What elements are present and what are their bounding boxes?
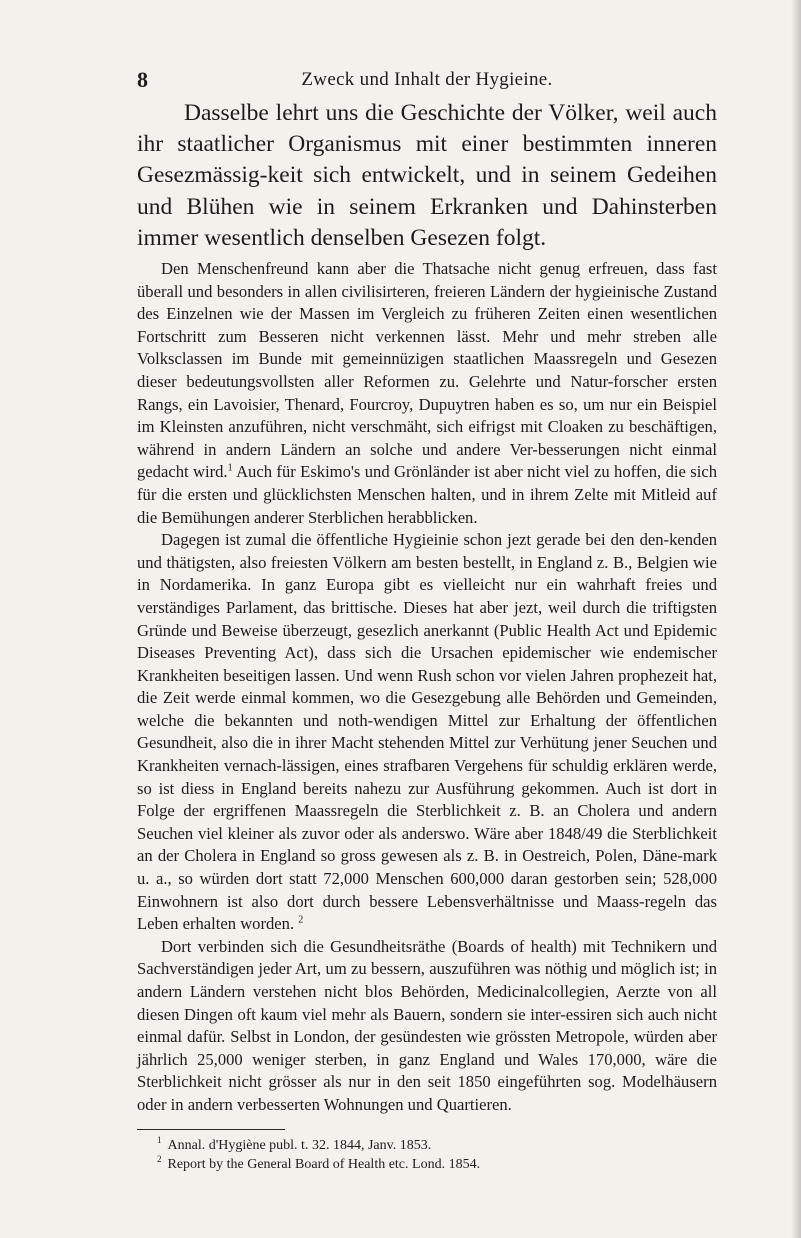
paragraph-3: Dort verbinden sich die Gesundheitsräthe (Boards of health) mit Technikern und Sachverständigen jeder Art, um zu bessern, auszuführen was nöthig und möglich ist; in andern Ländern verstehen nicht blos Behörden, Medicinalcollegien, Aerzte von all diesen Dingen oft kaum viel mehr als Bauern, sondern sie inter-essiren sich auch nicht einmal dafür. Selbst in London, der gesündesten wie grössten Metropole, würden aber jährlich 25,000 weniger sterben, in ganz England und Wales 170,000, wäre die Sterblichkeit nicht grösser als nur in den seit 1850 eingeführten sog. Modelhäusern oder in andern verbesserten Wohnungen und Quartieren. [137, 936, 717, 1114]
footnote-2-text: Report by the General Board of Health etc. Lond. 1854. [167, 1156, 481, 1172]
footnote-1-text: Annal. d'Hygiène publ. t. 32. 1844, Janv. 1853. [167, 1137, 432, 1153]
paragraph-1 [137, 258, 717, 529]
running-head: Zweck und Inhalt der Hygieine. [301, 69, 553, 90]
paragraph-1-part-b: Auch für Eskimo's und Grönländer ist aber nicht viel zu hoffen, die sich für die ersten und glücklichsten Menschen halten, und in ihrem Zelte mit Mitleid auf die Bemühungen anderer Sterblichen herabblicken. [137, 462, 717, 527]
text-block [137, 98, 717, 1174]
footnote-2-mark: 2 [157, 1153, 162, 1164]
footnote-2 [137, 1155, 717, 1174]
lead-paragraph: Dasselbe lehrt uns die Geschichte der Völker, weil auch ihr staatlicher Organismus mit einer bestimmten inneren Gesezmässig-keit sich entwickelt, und in seinem Gedeihen und Blühen wie in seinem Erkranken und Dahinsterben immer wesentlich denselben Gesezen folgt. [137, 100, 717, 251]
footnote-divider [137, 1129, 285, 1130]
footnote-ref-1: 1 [227, 462, 233, 474]
footnote-1 [137, 1136, 717, 1155]
footnote-1-mark: 1 [157, 1134, 162, 1145]
page-number: 8 [137, 67, 148, 92]
page-edge-shadow [791, 0, 801, 1238]
paragraph-2 [137, 529, 717, 936]
footnote-ref-2: 2 [298, 914, 304, 926]
paragraph-1-part-a: Den Menschenfreund kann aber die Thatsache nicht genug erfreuen, dass fast überall und besonders in allen civilisirteren, freieren Ländern der hygieinische Zustand des Einzelnen wie der Massen im Vergleich zu früheren Zeiten einen wesentlichen Fortschritt zum Besseren nicht verkennen lässt. Mehr und mehr streben alle Volksclassen im Bunde mit gemeinnüzigen staatlichen Maassregeln und Gesezen dieser bedeutungsvollsten aller Reformen zu. Gelehrte und Natur-forscher ersten Rangs, ein Lavoisier, Thenard, Fourcroy, Dupuytren haben es so, um nur ein Beispiel im Kleinsten anzuführen, nicht verschmäht, sich eifrigst mit Cloaken zu beschäftigen, während in andern Ländern an solche und andere Ver-besserungen nicht einmal gedacht wird. [137, 259, 717, 482]
paragraph-2-text: Dagegen ist zumal die öffentliche Hygieinie schon jezt gerade bei den den-kenden und thätigsten, also freiesten Völkern am besten bestellt, in England z. B., Belgien wie in Nordamerika. In ganz Europa gibt es vielleicht nur ein wahrhaft freies und verständiges Parlament, das brittische. Dieses hat aber jezt, weil durch die triftigsten Gründe und Beweise überzeugt, gesezlich anerkannt (Public Health Act und Epidemic Diseases Preventing Act), dass sich die Ursachen epidemischer wie endemischer Krankheiten beseitigen lassen. Und wenn Rush schon vor vielen Jahren prophezeit hat, die Zeit werde einmal kommen, wo die Gesezgebung alle Behörden und Gemeinden, welche die bekannten und noth-wendigen Mittel zur Erhaltung der öffentlichen Gesundheit, also die in ihrer Macht stehenden Mittel zur Verhütung jener Seuchen und Krankheiten vernach-lässigen, eines strafbaren Vergehens für schuldig erklären werde, so ist diess in England bereits nahezu zur Ausführung gekommen. Auch ist dort in Folge der ergriffenen Maassregeln die Sterblichkeit z. B. an Cholera und andern Seuchen viel kleiner als zuvor oder als anderswo. Wäre aber 1848/49 die Sterblichkeit an der Cholera in England so gross gewesen als z. B. in Oestreich, Polen, Däne-mark u. a., so würden dort statt 72,000 Menschen 600,000 daran gestorben sein; 528,000 Einwohnern ist also dort durch bessere Lebensverhältnisse und Maass-regeln das Leben erhalten worden. [137, 530, 717, 934]
page-header [137, 66, 717, 94]
